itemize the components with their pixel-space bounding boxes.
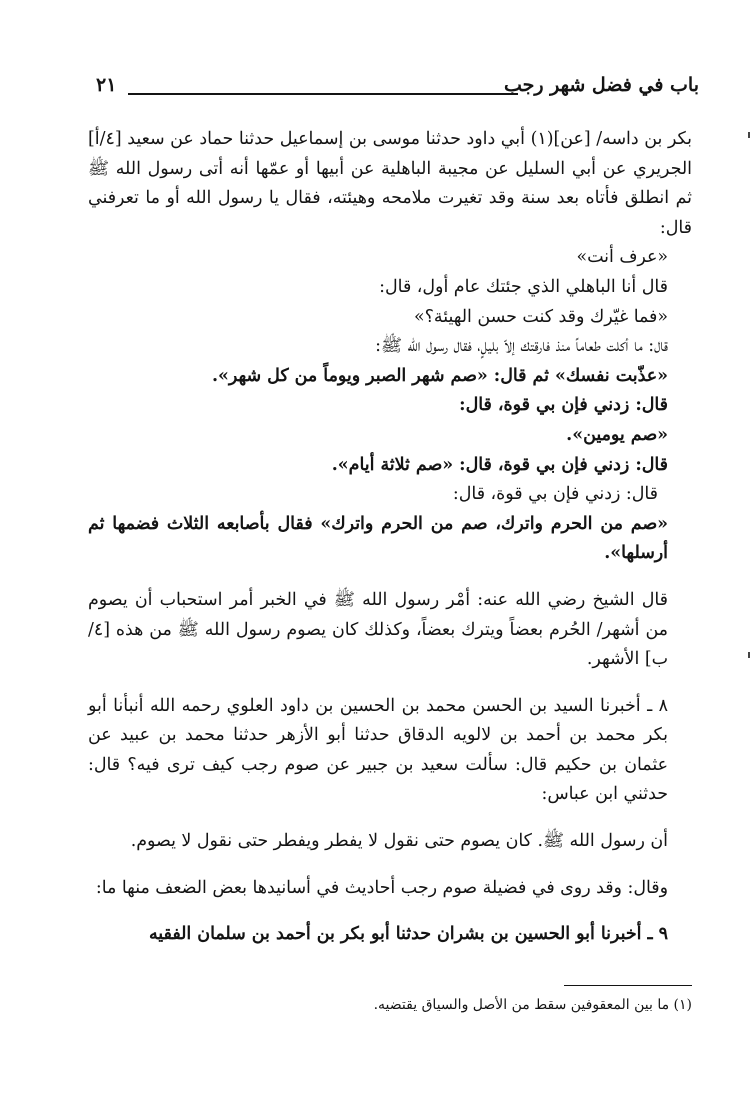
dialogue-line: قال: زدني فإن بي قوة، قال: bbox=[459, 395, 668, 416]
dialogue-line: قال: زدني فإن بي قوة، قال: «صم ثلاثة أيام». bbox=[331, 454, 668, 475]
dialogue-line: قال أنا الباهلي الذي جئتك عام أول، قال: bbox=[379, 276, 668, 297]
quote-line: «فما غيّرك وقد كنت حسن الهيئة؟» bbox=[414, 306, 668, 327]
header-rule bbox=[128, 93, 518, 95]
footnote-rule bbox=[564, 985, 692, 986]
quote-line: «صم يومين». bbox=[566, 424, 668, 445]
running-header-title: باب في فضل شهر رجب bbox=[503, 74, 699, 96]
paragraph-note: وقال: وقد روى في فضيلة صوم رجب أحاديث في أسانيدها بعض الضعف منها ما: bbox=[95, 877, 668, 898]
dialogue-line: قال: زدني فإن بي قوة، قال: bbox=[452, 484, 658, 505]
page-number: ٢١ bbox=[96, 74, 117, 96]
paragraph-commentary: قال الشيخ رضي الله عنه: أمْر رسول الله ﷺ في الخبر أمر استحباب أن يصوم من أشهر/ الحُرم بعضاً ويترك بعضاً، وكذلك كان يصوم رسول الله ﷺ من هذه [٤/ب] الأشهر. bbox=[88, 589, 668, 670]
paragraph-hadith-8: ٨ ـ أخبرنا السيد بن الحسن محمد بن الحسين بن داود العلوي رحمه الله أنبأنا أبو بكر محمد بن أحمد بن لالويه الدقاق حدثنا أبو الأزهر حدثنا محمد بن عبيد عن عثمان بن حكيم قال: سألت سعيد بن جبير عن صوم رجب كيف ترى فيه؟ قال: حدثني ابن عباس: bbox=[88, 695, 668, 805]
paragraph-isnad: بكر بن داسه/ [عن](١) أبي داود حدثنا موسى بن إسماعيل حدثنا حماد عن سعيد [٤/أ] الجريري عن أبي السليل عن مجيبة الباهلية عن أبيها أو عمّها أنه أتى رسول الله ﷺ ثم انطلق فأتاه بعد سنة وقد تغيرت ملامحه وهيئته، فقال يا رسول الله أو ما تعرفني قال: bbox=[88, 129, 692, 238]
quote-line: «عرف أنت» bbox=[576, 247, 668, 268]
footnote: (١) ما بين المعقوفين سقط من الأصل والسياق يقتضيه. bbox=[373, 997, 692, 1013]
margin-mark bbox=[748, 652, 750, 658]
quote-line: «صم من الحرم واترك، صم من الحرم واترك» فقال بأصابعه الثلاث فضمها ثم أرسلها». bbox=[88, 513, 668, 564]
paragraph-hadith-text: أن رسول الله ﷺ. كان يصوم حتى نقول لا يفطر ويفطر حتى نقول لا يصوم. bbox=[130, 831, 668, 852]
main-text bbox=[88, 125, 692, 950]
dialogue-line: قال: ما أكلت طعاماً منذ فارقتك إلاّ بليلٍ، فقال رسول الله ﷺ: bbox=[375, 336, 668, 357]
paragraph-hadith-9: ٩ ـ أخبرنا أبو الحسين بن بشران حدثنا أبو بكر بن أحمد بن سلمان الفقيه bbox=[148, 924, 668, 945]
margin-mark bbox=[748, 132, 750, 138]
quote-line: «عذّبت نفسك» ثم قال: «صم شهر الصبر ويوماً من كل شهر». bbox=[212, 365, 668, 386]
